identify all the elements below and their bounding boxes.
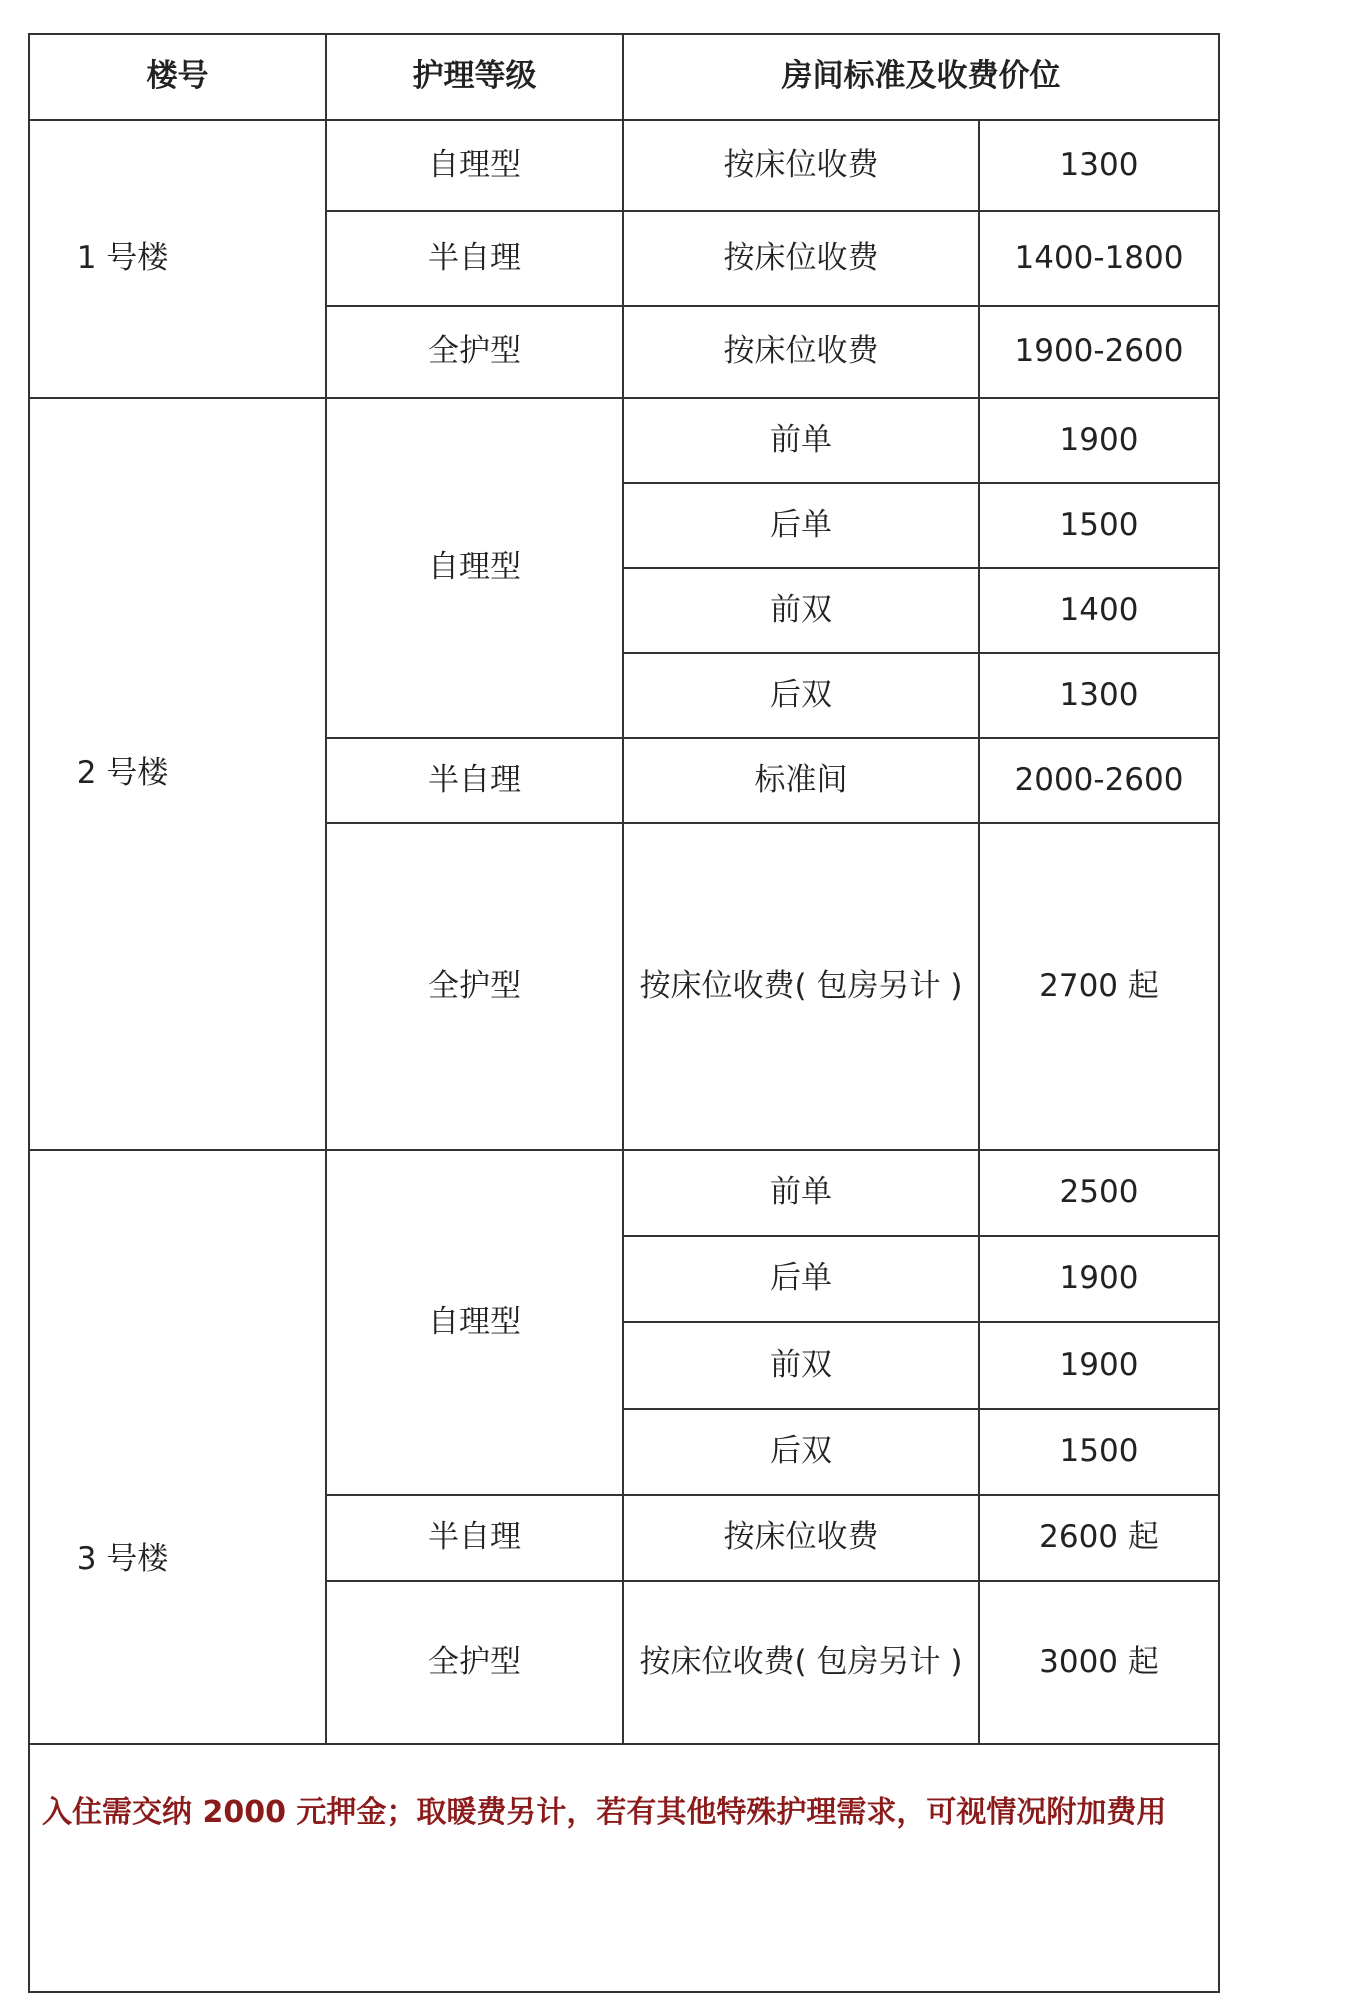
care-level-cell: 自理型 (326, 398, 623, 738)
price-cell: 1400 (979, 568, 1219, 653)
price-cell: 2700 起 (979, 823, 1219, 1150)
room-type-cell: 后双 (623, 1409, 979, 1495)
care-level-cell: 半自理 (326, 738, 623, 823)
room-type-cell: 前单 (623, 1150, 979, 1236)
care-level-cell: 自理型 (326, 1150, 623, 1495)
room-type-cell: 按床位收费 (623, 1495, 979, 1581)
price-cell: 2600 起 (979, 1495, 1219, 1581)
header-building: 楼号 (29, 34, 326, 120)
price-cell: 1900 (979, 1236, 1219, 1322)
price-cell: 1500 (979, 483, 1219, 568)
price-cell: 3000 起 (979, 1581, 1219, 1744)
room-type-cell: 后双 (623, 653, 979, 738)
price-cell: 1400-1800 (979, 211, 1219, 306)
room-type-cell: 前单 (623, 398, 979, 483)
price-cell: 1300 (979, 653, 1219, 738)
care-level-cell: 自理型 (326, 120, 623, 211)
room-type-cell: 按床位收费( 包房另计 ) (623, 823, 979, 1150)
price-cell: 1900 (979, 398, 1219, 483)
header-room-and-price: 房间标准及收费价位 (623, 34, 1219, 120)
table-row (29, 398, 1219, 483)
building-name: 2 号楼 (76, 755, 169, 792)
room-type-cell: 后单 (623, 1236, 979, 1322)
header-care-level: 护理等级 (326, 34, 623, 120)
price-cell: 1900-2600 (979, 306, 1219, 398)
price-sheet (28, 33, 1218, 1993)
room-type-cell: 前双 (623, 568, 979, 653)
price-cell: 1900 (979, 1322, 1219, 1409)
building-1-cell (29, 120, 326, 398)
note-row (29, 1744, 1219, 1992)
price-cell: 2500 (979, 1150, 1219, 1236)
building-2-cell (29, 398, 326, 1150)
care-level-cell: 半自理 (326, 1495, 623, 1581)
table-row (29, 1150, 1219, 1236)
room-type-cell: 前双 (623, 1322, 979, 1409)
price-table (28, 33, 1220, 1993)
room-type-cell: 按床位收费 (623, 306, 979, 398)
room-type-cell: 按床位收费 (623, 211, 979, 306)
price-cell: 1500 (979, 1409, 1219, 1495)
care-level-cell: 全护型 (326, 823, 623, 1150)
care-level-cell: 全护型 (326, 1581, 623, 1744)
price-cell: 2000-2600 (979, 738, 1219, 823)
building-name: 3 号楼 (76, 1541, 169, 1577)
building-3-cell (29, 1150, 326, 1744)
care-level-cell: 全护型 (326, 306, 623, 398)
table-row (29, 120, 1219, 211)
room-type-cell: 后单 (623, 483, 979, 568)
room-type-cell: 按床位收费( 包房另计 ) (623, 1581, 979, 1744)
price-cell: 1300 (979, 120, 1219, 211)
header-row (29, 34, 1219, 120)
room-type-cell: 标准间 (623, 738, 979, 823)
care-level-cell: 半自理 (326, 211, 623, 306)
building-name: 1 号楼 (76, 240, 169, 277)
deposit-note: 入住需交纳 2000 元押金；取暖费另计，若有其他特殊护理需求，可视情况附加费用 (29, 1744, 1219, 1992)
room-type-cell: 按床位收费 (623, 120, 979, 211)
